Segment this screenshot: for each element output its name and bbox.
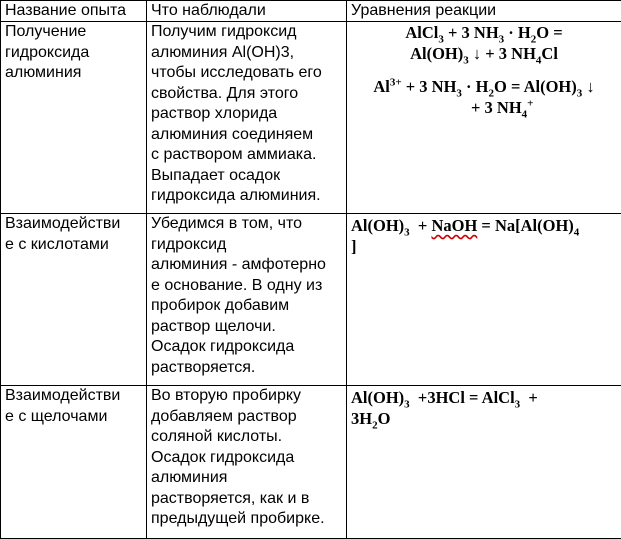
observation-cell [147, 386, 347, 539]
observation-line: Выпадает осадок [151, 166, 342, 187]
observation-line: алюминия Al(OH)3, [151, 43, 342, 64]
experiment-name-cell [1, 386, 147, 539]
observation-line: алюминия - амфотерно [151, 255, 342, 276]
observation-line: алюминия соединяем [151, 125, 342, 146]
name-line: алюминия [5, 63, 142, 84]
equation-cell [347, 22, 621, 214]
equation-naoh: $Al(OH)_3$ + NaOH = $Na[Al(OH)_4$ ] [351, 214, 617, 257]
table-row [1, 386, 621, 539]
observation-line: растворяется, как и в [151, 489, 342, 510]
header-equations: Уравнения реакции [347, 1, 621, 22]
observation-line: алюминия [151, 468, 342, 489]
observation-line: чтобы исследовать его [151, 63, 342, 84]
observation-line: свойства. Для этого [151, 84, 342, 105]
equation-hcl: $Al(OH)_3 +3HCl$ = AlCl$_3$ + $3H_2O$ [351, 386, 617, 429]
name-line: е с щелочами [5, 407, 142, 428]
observation-cell [147, 214, 347, 386]
observation-line: пробирок добавим [151, 296, 342, 317]
name-line: Взаимодействи [5, 386, 142, 407]
name-line: Взаимодействи [5, 214, 142, 235]
observation-line: гидроксид [151, 235, 342, 256]
spellcheck-word: NaOH [431, 216, 477, 235]
observation-line: растворяется. [151, 358, 342, 379]
header-observation: Что наблюдали [147, 1, 347, 22]
experiment-name-cell [1, 22, 147, 214]
observation-line: Осадок гидроксида [151, 337, 342, 358]
observation-line: соляной кислоты. [151, 427, 342, 448]
equation-ionic: $Al^{3+} + 3$ $NH_3 \cdot H_2O = Al(OH)_3$ ↓ + 3 $NH_4^+$ [351, 76, 617, 118]
observation-line: Убедимся в том, что [151, 214, 342, 235]
observation-line: Во вторую пробирку [151, 386, 342, 407]
observation-line: е основание. В одну из [151, 276, 342, 297]
observation-line: Получим гидроксид [151, 22, 342, 43]
observation-line: раствор щелочи. [151, 317, 342, 338]
equation-molecular: AlCl$_3$ + 3 $NH_3 \cdot H_2O$ = $Al(OH)_3$ ↓ + 3 $NH_4Cl$ [351, 22, 617, 64]
equation-cell [347, 386, 621, 539]
name-line: Получение [5, 22, 142, 43]
observation-line: гидроксида алюминия. [151, 186, 342, 207]
observation-line: Осадок гидроксида [151, 448, 342, 469]
header-row [1, 1, 621, 22]
name-line: е с кислотами [5, 235, 142, 256]
header-experiment-name: Название опыта [1, 1, 147, 22]
table-row [1, 214, 621, 386]
observation-line: с раствором аммиака. [151, 145, 342, 166]
table-row [1, 22, 621, 214]
experiment-name-cell [1, 214, 147, 386]
observation-line: добавляем раствор [151, 407, 342, 428]
observation-cell [147, 22, 347, 214]
name-line: гидроксида [5, 43, 142, 64]
observation-line: раствор хлорида [151, 104, 342, 125]
equation-cell [347, 214, 621, 386]
observation-line: предыдущей пробирке. [151, 509, 342, 530]
